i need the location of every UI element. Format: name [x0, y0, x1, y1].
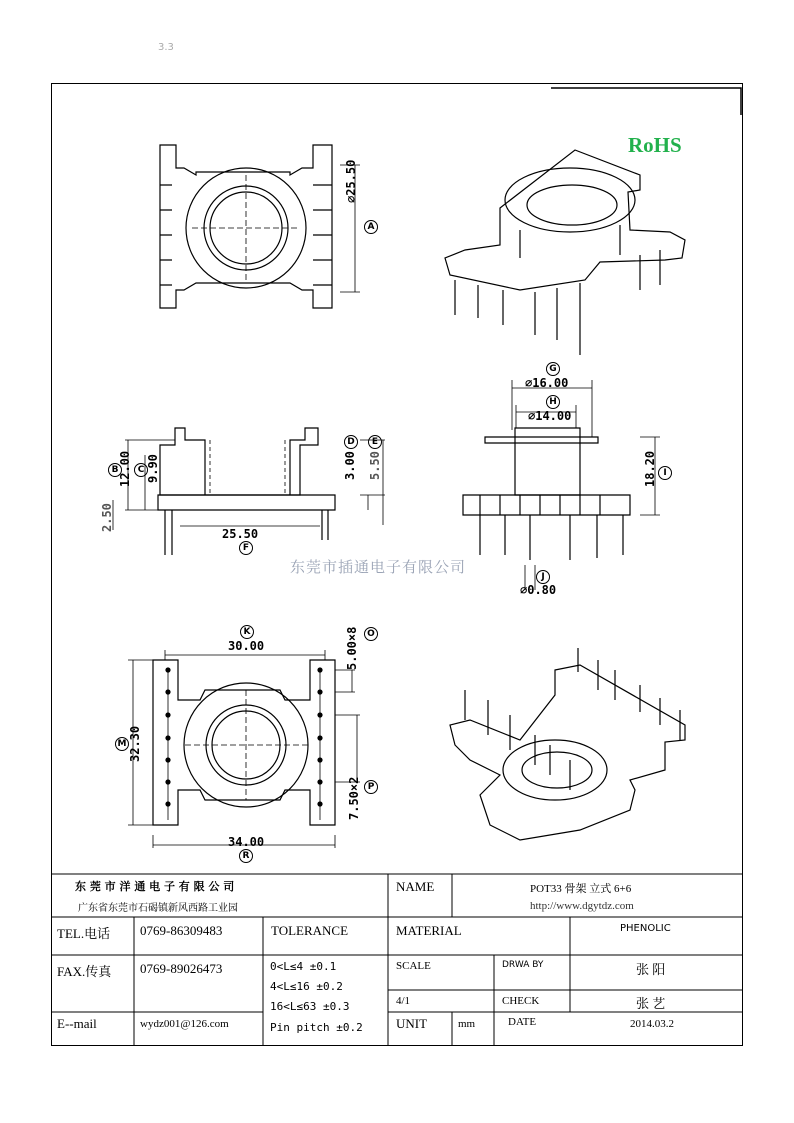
dim-j-pin: ⌀0.80: [520, 583, 557, 597]
unit-label: UNIT: [396, 1016, 428, 1031]
dim-p-pitch: 7.50×2: [347, 776, 361, 820]
check-label: CHECK: [502, 995, 540, 1007]
callout-c: C: [134, 463, 148, 477]
email-label: E--mail: [57, 1016, 97, 1031]
date-label: DATE: [508, 1016, 537, 1028]
dim-k-width: 30.00: [228, 639, 265, 653]
company-name: 东 莞 市 洋 通 电 子 有 限 公 司: [75, 880, 235, 893]
dim-m-height: 32.30: [128, 725, 142, 762]
fax-label: FAX.传真: [57, 964, 112, 979]
callout-r: R: [239, 849, 253, 863]
rohs-label: RoHS: [628, 133, 682, 157]
tolerance-range-3: 16<L≤63 ±0.3: [270, 1000, 350, 1013]
company-address: 广东省东莞市石碣镇新风西路工业园: [78, 903, 238, 914]
scale-value: 4/1: [396, 995, 411, 1007]
dim-d-height: 3.00: [343, 451, 357, 480]
dim-g-diameter: ⌀16.00: [525, 376, 569, 390]
top-view: [160, 145, 360, 308]
callout-a: A: [364, 220, 378, 234]
drawn-by-label: DRWA BY: [502, 960, 544, 970]
tolerance-label: TOLERANCE: [271, 923, 349, 938]
callout-d: D: [344, 435, 358, 449]
corner-mark: 3.3: [158, 42, 174, 53]
name-label: NAME: [396, 879, 435, 894]
tel-label: TEL.电话: [57, 926, 111, 941]
check-value: 张 艺: [636, 996, 666, 1011]
callout-o: O: [364, 627, 378, 641]
dim-h-diameter: ⌀14.00: [528, 409, 572, 423]
dim-a-diameter: ⌀25.50: [344, 159, 358, 203]
dim-left-offset: 2.50: [100, 503, 114, 532]
dim-c-height: 9.90: [146, 454, 160, 483]
dim-r-width: 34.00: [228, 835, 265, 849]
material-label: MATERIAL: [396, 923, 462, 938]
product-name: POT33 骨架 立式 6+6: [530, 883, 632, 895]
material-value: PHENOLIC: [620, 923, 671, 934]
callout-g: G: [546, 362, 560, 376]
tolerance-pin-pitch: Pin pitch ±0.2: [270, 1021, 363, 1034]
dim-e-height: 5.50: [368, 451, 382, 480]
dim-f-width: 25.50: [222, 527, 259, 541]
scale-label: SCALE: [396, 960, 431, 972]
website-link[interactable]: http://www.dgytdz.com: [530, 900, 634, 912]
dim-i-height: 18.20: [643, 450, 657, 487]
dim-o-pitch: 5.00×8: [345, 626, 359, 670]
callout-m: M: [115, 737, 129, 751]
callout-p: P: [364, 780, 378, 794]
callout-j: J: [536, 570, 550, 584]
callout-h: H: [546, 395, 560, 409]
callout-k: K: [240, 625, 254, 639]
callout-b: B: [108, 463, 122, 477]
bottom-view: [128, 650, 360, 848]
unit-value: mm: [458, 1018, 476, 1030]
dim-b-height: 12.00: [118, 450, 132, 487]
company-watermark: 东莞市插通电子有限公司: [290, 558, 467, 576]
tolerance-range-1: 0<L≤4 ±0.1: [270, 960, 337, 973]
callout-i: I: [658, 466, 672, 480]
fax-value: 0769-89026473: [140, 961, 223, 976]
callout-e: E: [368, 435, 382, 449]
iso-view-top: [445, 150, 685, 355]
email-value[interactable]: wydz001@126.com: [140, 1018, 229, 1030]
iso-view-bottom: [450, 648, 685, 840]
date-value: 2014.03.2: [630, 1018, 674, 1030]
tel-value: 0769-86309483: [140, 923, 223, 938]
tolerance-range-2: 4<L≤16 ±0.2: [270, 980, 343, 993]
callout-f: F: [239, 541, 253, 555]
drawn-by-value: 张 阳: [636, 962, 666, 977]
